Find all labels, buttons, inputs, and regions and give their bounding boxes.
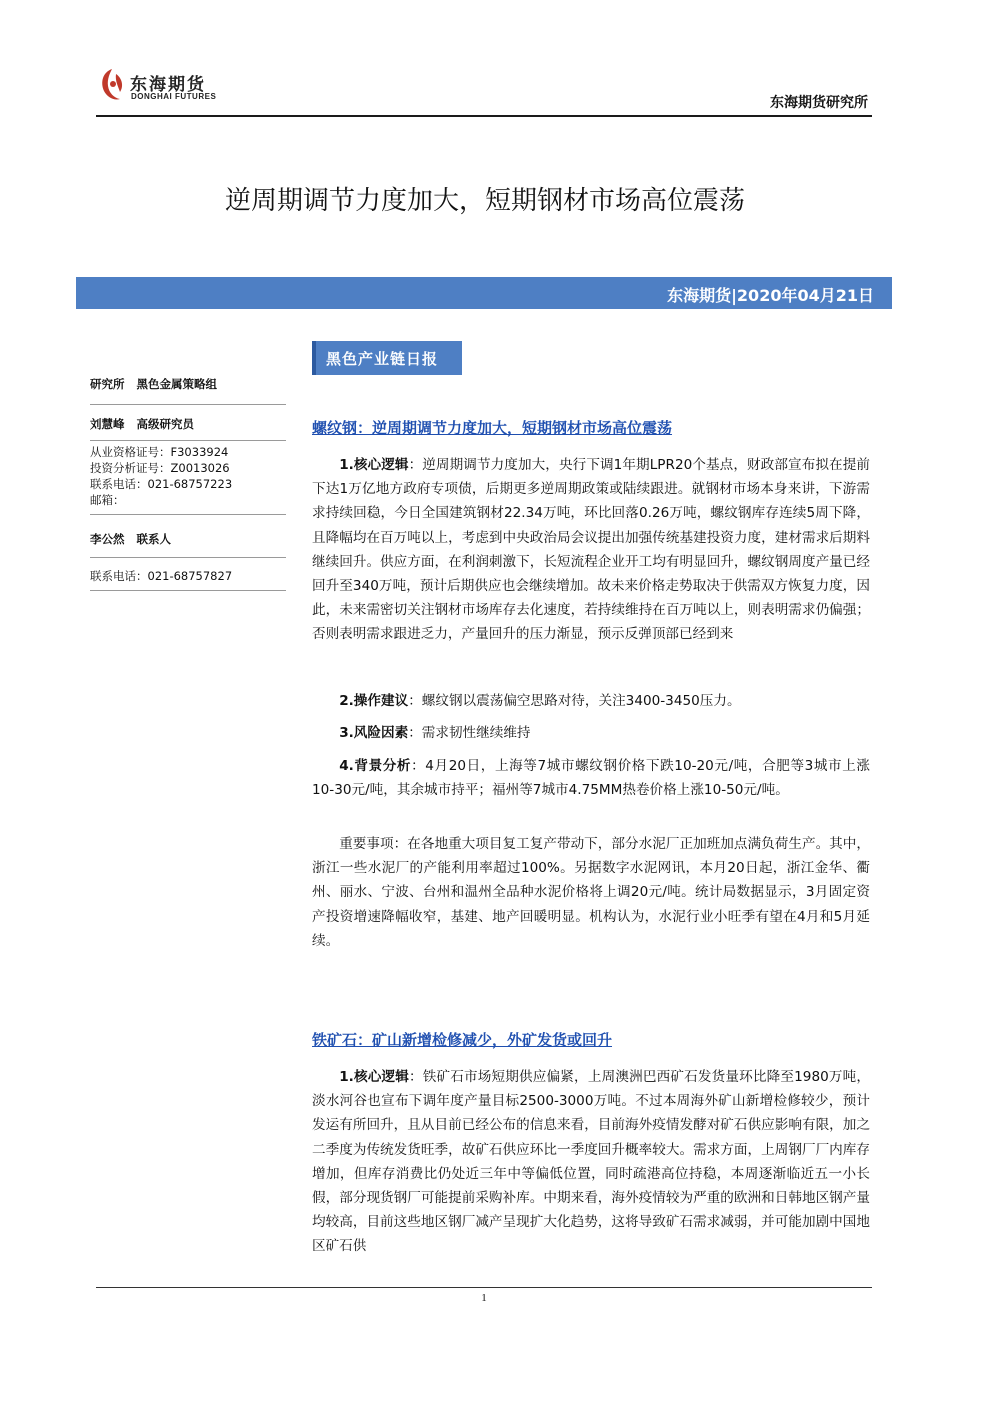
- sidebar-divider: [90, 404, 286, 405]
- rebar-operation: [312, 689, 870, 713]
- sidebar-divider: [90, 557, 286, 558]
- dept-label: 研究所: [90, 377, 125, 391]
- rebar-operation-label: 2.操作建议: [339, 693, 409, 709]
- analyst1-qualification: 从业资格证号：F3033924: [90, 445, 229, 459]
- logo-text-cn: 东海期货: [130, 75, 206, 95]
- page-number: 1: [481, 1292, 487, 1304]
- institute-name: 东海期货研究所: [770, 95, 868, 111]
- footer-rule: [96, 1287, 872, 1288]
- sidebar-dept: [90, 376, 217, 392]
- analyst1-name: 刘慧峰: [90, 417, 125, 431]
- sidebar-divider: [90, 514, 286, 515]
- rebar-heading: 螺纹钢：逆周期调节力度加大，短期钢材市场高位震荡: [312, 419, 673, 437]
- sidebar-divider: [90, 590, 286, 591]
- rebar-background-text: ：4月20日，上海等7城市螺纹钢价格下跌10-20元/吨，合肥等3城市上涨10-30元/吨，其余城市持平；福州等7城市4.75MM热卷价格上涨10-50元/吨。: [312, 758, 870, 799]
- analyst1-header: [90, 416, 194, 432]
- report-type-tag: [312, 341, 462, 375]
- analyst2-header: [90, 531, 171, 547]
- rebar-risk-text: ：需求韧性继续维持: [408, 725, 531, 741]
- rebar-risk: [312, 721, 870, 745]
- iron-ore-core-logic: [312, 1065, 870, 1259]
- iron-ore-core-logic-text: ：铁矿石市场短期供应偏紧，上周澳洲巴西矿石发货量环比降至1980万吨，淡水河谷也宣布下调年度产量目标2500-3000万吨。不过本周海外矿山新增检修较少，预计发运有所回升，且从目前已经公布的信息来看，目前海外疫情发酵对矿石供应影响有限，加之二季度为传统发货旺季，故矿石供应环比一季度回升概率较大。需求方面，上周钢厂厂内库存增加，但库存消费比仍处近三年中等偏低位置，同时疏港高位持稳，本周逐渐临近五一小长假，部分现货钢厂可能提前采购补库。中期来看，海外疫情较为严重的欧洲和日韩地区钢产量均较高，目前这些地区钢厂减产呈现扩大化趋势，这将导致矿石需求减弱，并可能加剧中国地区矿石供: [312, 1069, 871, 1255]
- sidebar-divider: [90, 440, 286, 441]
- report-title: 逆周期调节力度加大，短期钢材市场高位震荡: [224, 186, 745, 216]
- rebar-operation-text: ：螺纹钢以震荡偏空思路对待，关注3400-3450压力。: [408, 693, 741, 709]
- iron-ore-core-logic-label: 1.核心逻辑: [339, 1069, 409, 1085]
- analyst2-phone: 联系电话：021-68757827: [90, 569, 233, 583]
- analyst1-investment-id: 投资分析证号：Z0013026: [90, 461, 230, 475]
- iron-ore-heading: 铁矿石：矿山新增检修减少，外矿发货或回升: [312, 1031, 613, 1049]
- rebar-core-logic-label: 1.核心逻辑: [339, 457, 409, 473]
- rebar-key-events: 重要事项：在各地重大项目复工复产带动下，部分水泥厂正加班加点满负荷生产。其中，浙江一些水泥厂的产能利用率超过100%。另据数字水泥网讯，本月20日起，浙江金华、衢州、丽水、宁波、台州和温州全品种水泥价格将上调20元/吨。统计局数据显示，3月固定资产投资增速降幅收窄，基建、地产回暖明显。机构认为，水泥行业小旺季有望在4月和5月延续。: [312, 836, 870, 949]
- banner-text: 东海期货|2020年04月21日: [667, 286, 874, 305]
- rebar-core-logic: [312, 453, 870, 647]
- analyst2-name: 李公然: [90, 532, 125, 546]
- analyst1-title: 高级研究员: [136, 417, 195, 431]
- rebar-risk-label: 3.风险因素: [339, 725, 409, 741]
- analyst2-title: 联系人: [136, 532, 172, 546]
- rebar-core-logic-text: ：逆周期调节力度加大，央行下调1年期LPR20个基点，财政部宣布拟在提前下达1万亿地方政府专项债，后期更多逆周期政策或陆续跟进。就钢材市场本身来讲，下游需求持续回稳，今日全国建筑钢材22.34万吨，环比回落0.26万吨，螺纹钢库存连续5周下降，且降幅均在百万吨以上，考虑到中央政治局会议提出加强传统基建投资力度，建材需求后期料继续回升。供应方面，在利润刺激下，长短流程企业开工均有明显回升，螺纹钢周度产量已经回升至340万吨，预计后期供应也会继续增加。故未来价格走势取决于供需双方恢复力度，因此，未来需密切关注钢材市场库存去化速度，若持续维持在百万吨以上，则表明需求仍偏强；否则表明需求跟进乏力，产量回升的压力渐显，预示反弹顶部已经到来: [312, 457, 870, 643]
- donghai-logo-icon: [96, 66, 128, 106]
- analyst1-email: 邮箱：: [90, 493, 125, 507]
- header-rule: [96, 115, 872, 117]
- analyst1-phone: 联系电话：021-68757223: [90, 477, 233, 491]
- report-type-label: 黑色产业链日报: [326, 350, 439, 368]
- date-banner: [76, 277, 892, 309]
- rebar-background-label: 4.背景分析: [339, 758, 412, 774]
- rebar-background: [312, 754, 870, 802]
- logo: [96, 66, 226, 110]
- dept-name: 黑色金属策略组: [136, 377, 218, 391]
- logo-text-en: DONGHAI FUTURES: [131, 92, 217, 101]
